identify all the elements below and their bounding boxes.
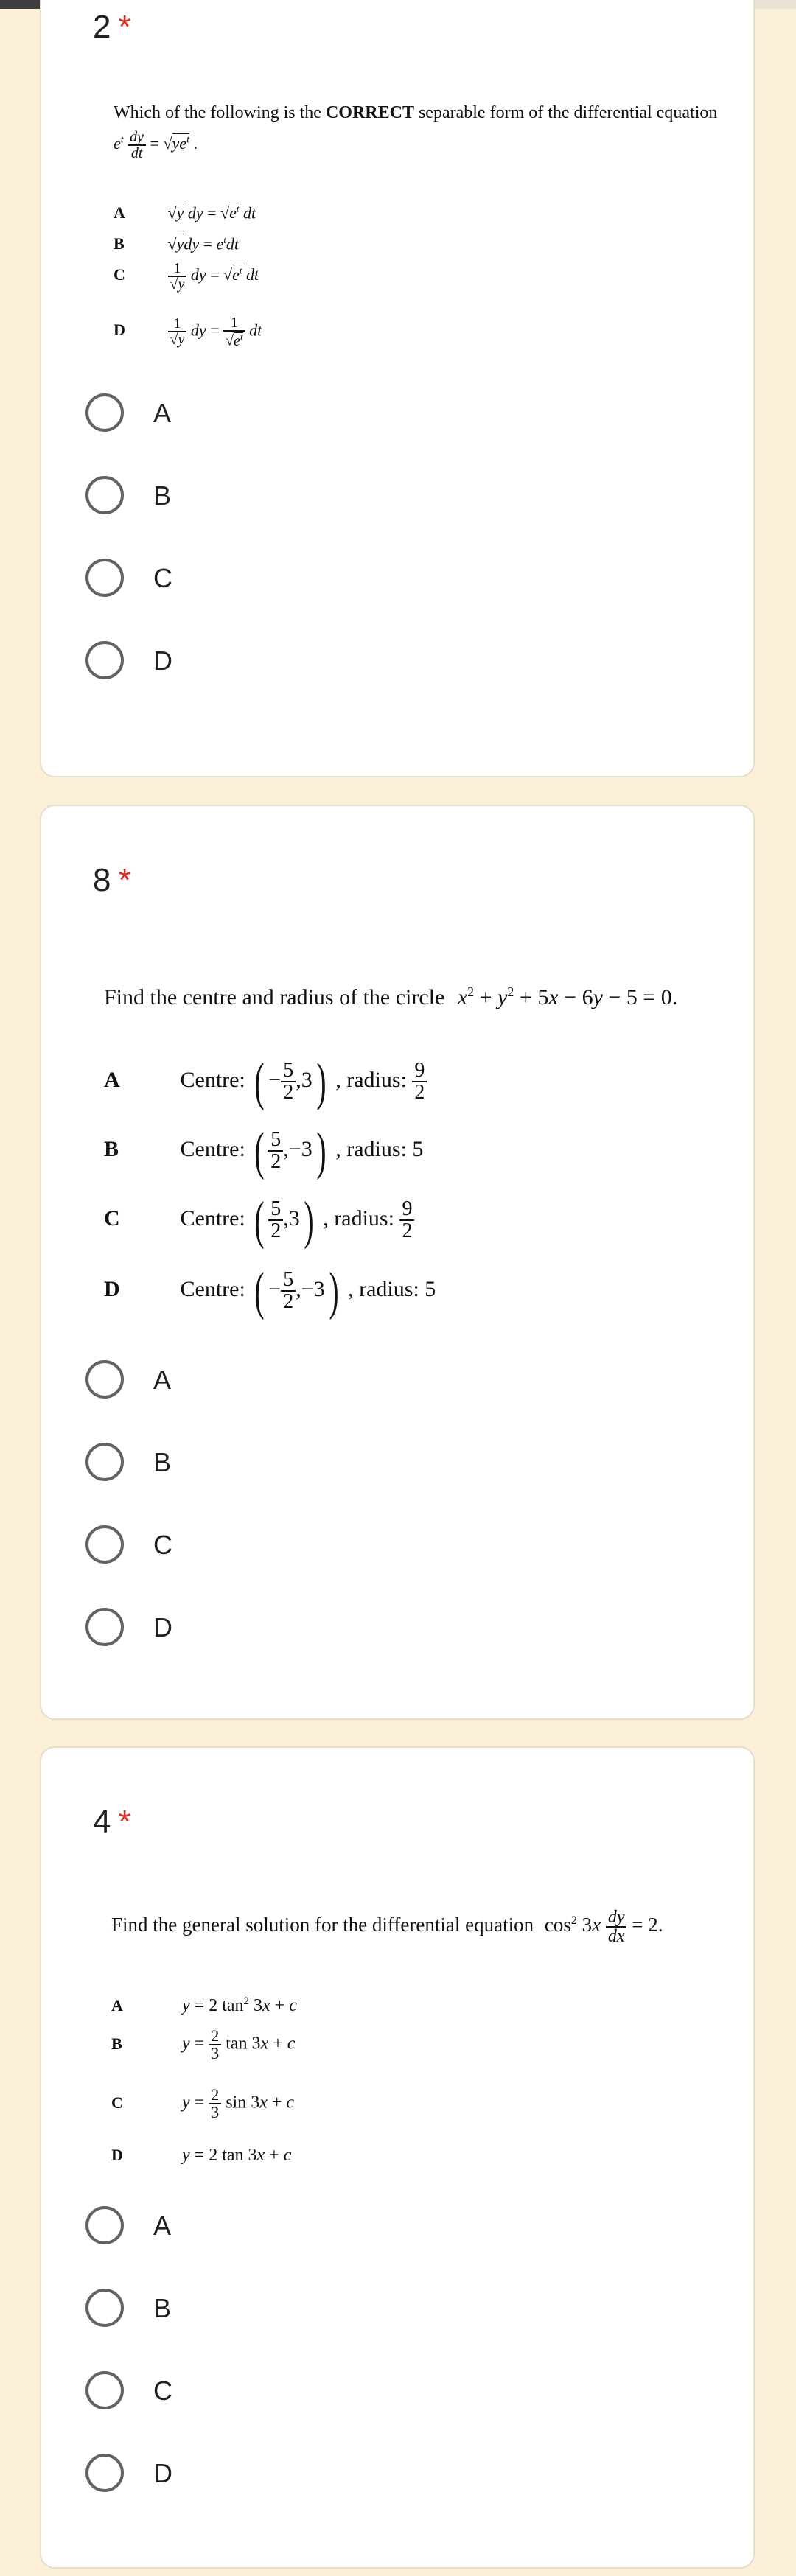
radio-button[interactable] xyxy=(85,1360,124,1399)
radio-button[interactable] xyxy=(85,2289,124,2327)
choice-D[interactable]: D xyxy=(85,2448,454,2499)
option-A-row: A √y dy = $√e^t$ dt xyxy=(114,203,256,223)
choice-D[interactable]: D xyxy=(85,1602,454,1653)
question-card-2 xyxy=(40,0,755,777)
choice-C[interactable]: C xyxy=(85,553,454,604)
question-number: 2 * xyxy=(93,9,131,45)
question-card-8 xyxy=(40,805,755,1720)
option-A-row: A Centre: ( − $\frac{5}{2}$ ,3) , radius: $\frac{9}{2}$ xyxy=(104,1055,427,1108)
radio-button[interactable] xyxy=(85,641,124,679)
choice-B[interactable]: B xyxy=(85,470,454,522)
required-asterisk: * xyxy=(118,862,131,898)
question-number: 8 * xyxy=(93,862,131,898)
option-B-row: B y = $\frac{2}{3}$ tan 3x + c xyxy=(111,2026,296,2062)
option-C-row: C Centre: ( $\frac{5}{2}$ ,3) , radius: $\frac{9}{2}$ xyxy=(104,1194,414,1247)
choice-C[interactable]: C xyxy=(85,2365,454,2417)
radio-button[interactable] xyxy=(85,2206,124,2244)
question-card-4 xyxy=(40,1746,755,2569)
radio-button[interactable] xyxy=(85,1443,124,1481)
radio-button[interactable] xyxy=(85,1525,124,1564)
radio-button[interactable] xyxy=(85,2454,124,2492)
radio-button[interactable] xyxy=(85,1608,124,1646)
question-stem: Find the centre and radius of the circle $x^2 + y^2 + 5x - 6y - 5 = 0$. xyxy=(104,984,678,1009)
choice-A[interactable]: A xyxy=(85,2200,454,2252)
question-number: 4 * xyxy=(93,1804,131,1840)
required-asterisk: * xyxy=(118,9,131,45)
option-B-row: B Centre: ( $\frac{5}{2}$ ,−3) , radius: 5 xyxy=(104,1121,424,1180)
choice-A[interactable]: A xyxy=(85,1354,454,1406)
radio-button[interactable] xyxy=(85,393,124,432)
choice-D[interactable]: D xyxy=(85,635,454,687)
question-equation: $e^t$ $\frac{dy}{dt}$ = $√ye^t$ . xyxy=(114,129,198,161)
radio-button[interactable] xyxy=(85,559,124,597)
option-D-row: D $\frac{1}{√y}$ dy = $\frac{1}{√e^t}$ dt xyxy=(114,315,262,349)
radio-button[interactable] xyxy=(85,476,124,514)
option-C-row: C y = $\frac{2}{3}$ sin 3x + c xyxy=(111,2085,295,2121)
option-B-row: B $√ydy = e^tdt$ xyxy=(114,234,240,253)
choice-C[interactable]: C xyxy=(85,1519,454,1571)
choice-B[interactable]: B xyxy=(85,1437,454,1488)
required-asterisk: * xyxy=(118,1804,131,1840)
option-C-row: C $\frac{1}{√y}$ dy = $√e^t$ dt xyxy=(114,260,259,293)
option-A-row: A y = 2 $\tan^2 3x + c$ xyxy=(111,1995,297,2015)
radio-button[interactable] xyxy=(85,2371,124,2409)
question-stem: Which of the following is the CORRECT separable form of the differential equation xyxy=(114,103,718,122)
question-stem: Find the general solution for the differential equation $\cos^2 3x$ $\frac{dy}{dx}$ = 2. xyxy=(111,1908,663,1946)
choice-A[interactable]: A xyxy=(85,388,454,439)
option-D-row: D Centre: ( − $\frac{5}{2}$ ,−3) , radius: 5 xyxy=(104,1261,436,1320)
choice-B[interactable]: B xyxy=(85,2283,454,2334)
option-D-row: D y = 2 tan 3x + c xyxy=(111,2146,292,2165)
